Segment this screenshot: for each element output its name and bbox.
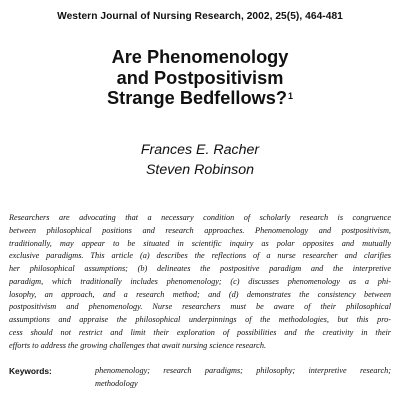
title-footnote-mark: 1 (287, 91, 293, 101)
keywords-line: methodology (95, 378, 138, 388)
keywords-list (95, 365, 391, 391)
journal-citation-header: Western Journal of Nursing Research, 2002, 25(5), 464-481 (57, 11, 343, 22)
author-1: Frances E. Racher (140, 142, 260, 158)
abstract-line: cess should not restrict and limit their exploration of possibilities and the creativity in their (9, 327, 391, 337)
title-line-3-text: Strange Bedfellows? (107, 88, 287, 108)
abstract-line: Researchers are advocating that a necessary condition of scholarly research is congruence (9, 213, 391, 222)
abstract-line: efforts to address the growing challenges that await nursing science research. (9, 340, 267, 350)
title-line-1: Are Phenomenology (111, 47, 289, 67)
abstract (9, 212, 391, 352)
abstract-line: her philosophical assumptions; (b) delineates the postpositive paradigm and the interpretive (9, 264, 391, 273)
author-list (0, 141, 400, 180)
article-title (0, 47, 400, 109)
abstract-line: between philosophical positions and research approaches. Phenomenology and postpositivism, (9, 225, 391, 235)
author-2: Steven Robinson (145, 161, 255, 178)
abstract-line: traditionally, may appear to be situated in scientific inquiry as polar opposites and mutually (9, 238, 391, 248)
keywords-label: Keywords: (9, 366, 52, 376)
title-line-2: and Postpositivism (116, 67, 284, 88)
title-line-3 (0, 88, 400, 109)
abstract-line: assumptions and appraise the philosophical underpinnings of the methodologies, but this pro- (9, 315, 391, 324)
abstract-line: paradigm, which traditionally includes phenomenology; (c) discusses phenomenology as a phi- (9, 276, 391, 286)
keywords-line: phenomenology; research paradigms; philosophy; interpretive research; (95, 366, 391, 375)
abstract-line: losophy, an approach, and a research method; and (d) demonstrates the consistency between (9, 289, 391, 299)
abstract-line: postpositivism and phenomenology. Nurse researchers must be aware of their philosophical (9, 302, 391, 312)
abstract-line: exclusive paradigms. This article (a) describes the reflections of a nurse researcher and clarifies (9, 251, 391, 261)
